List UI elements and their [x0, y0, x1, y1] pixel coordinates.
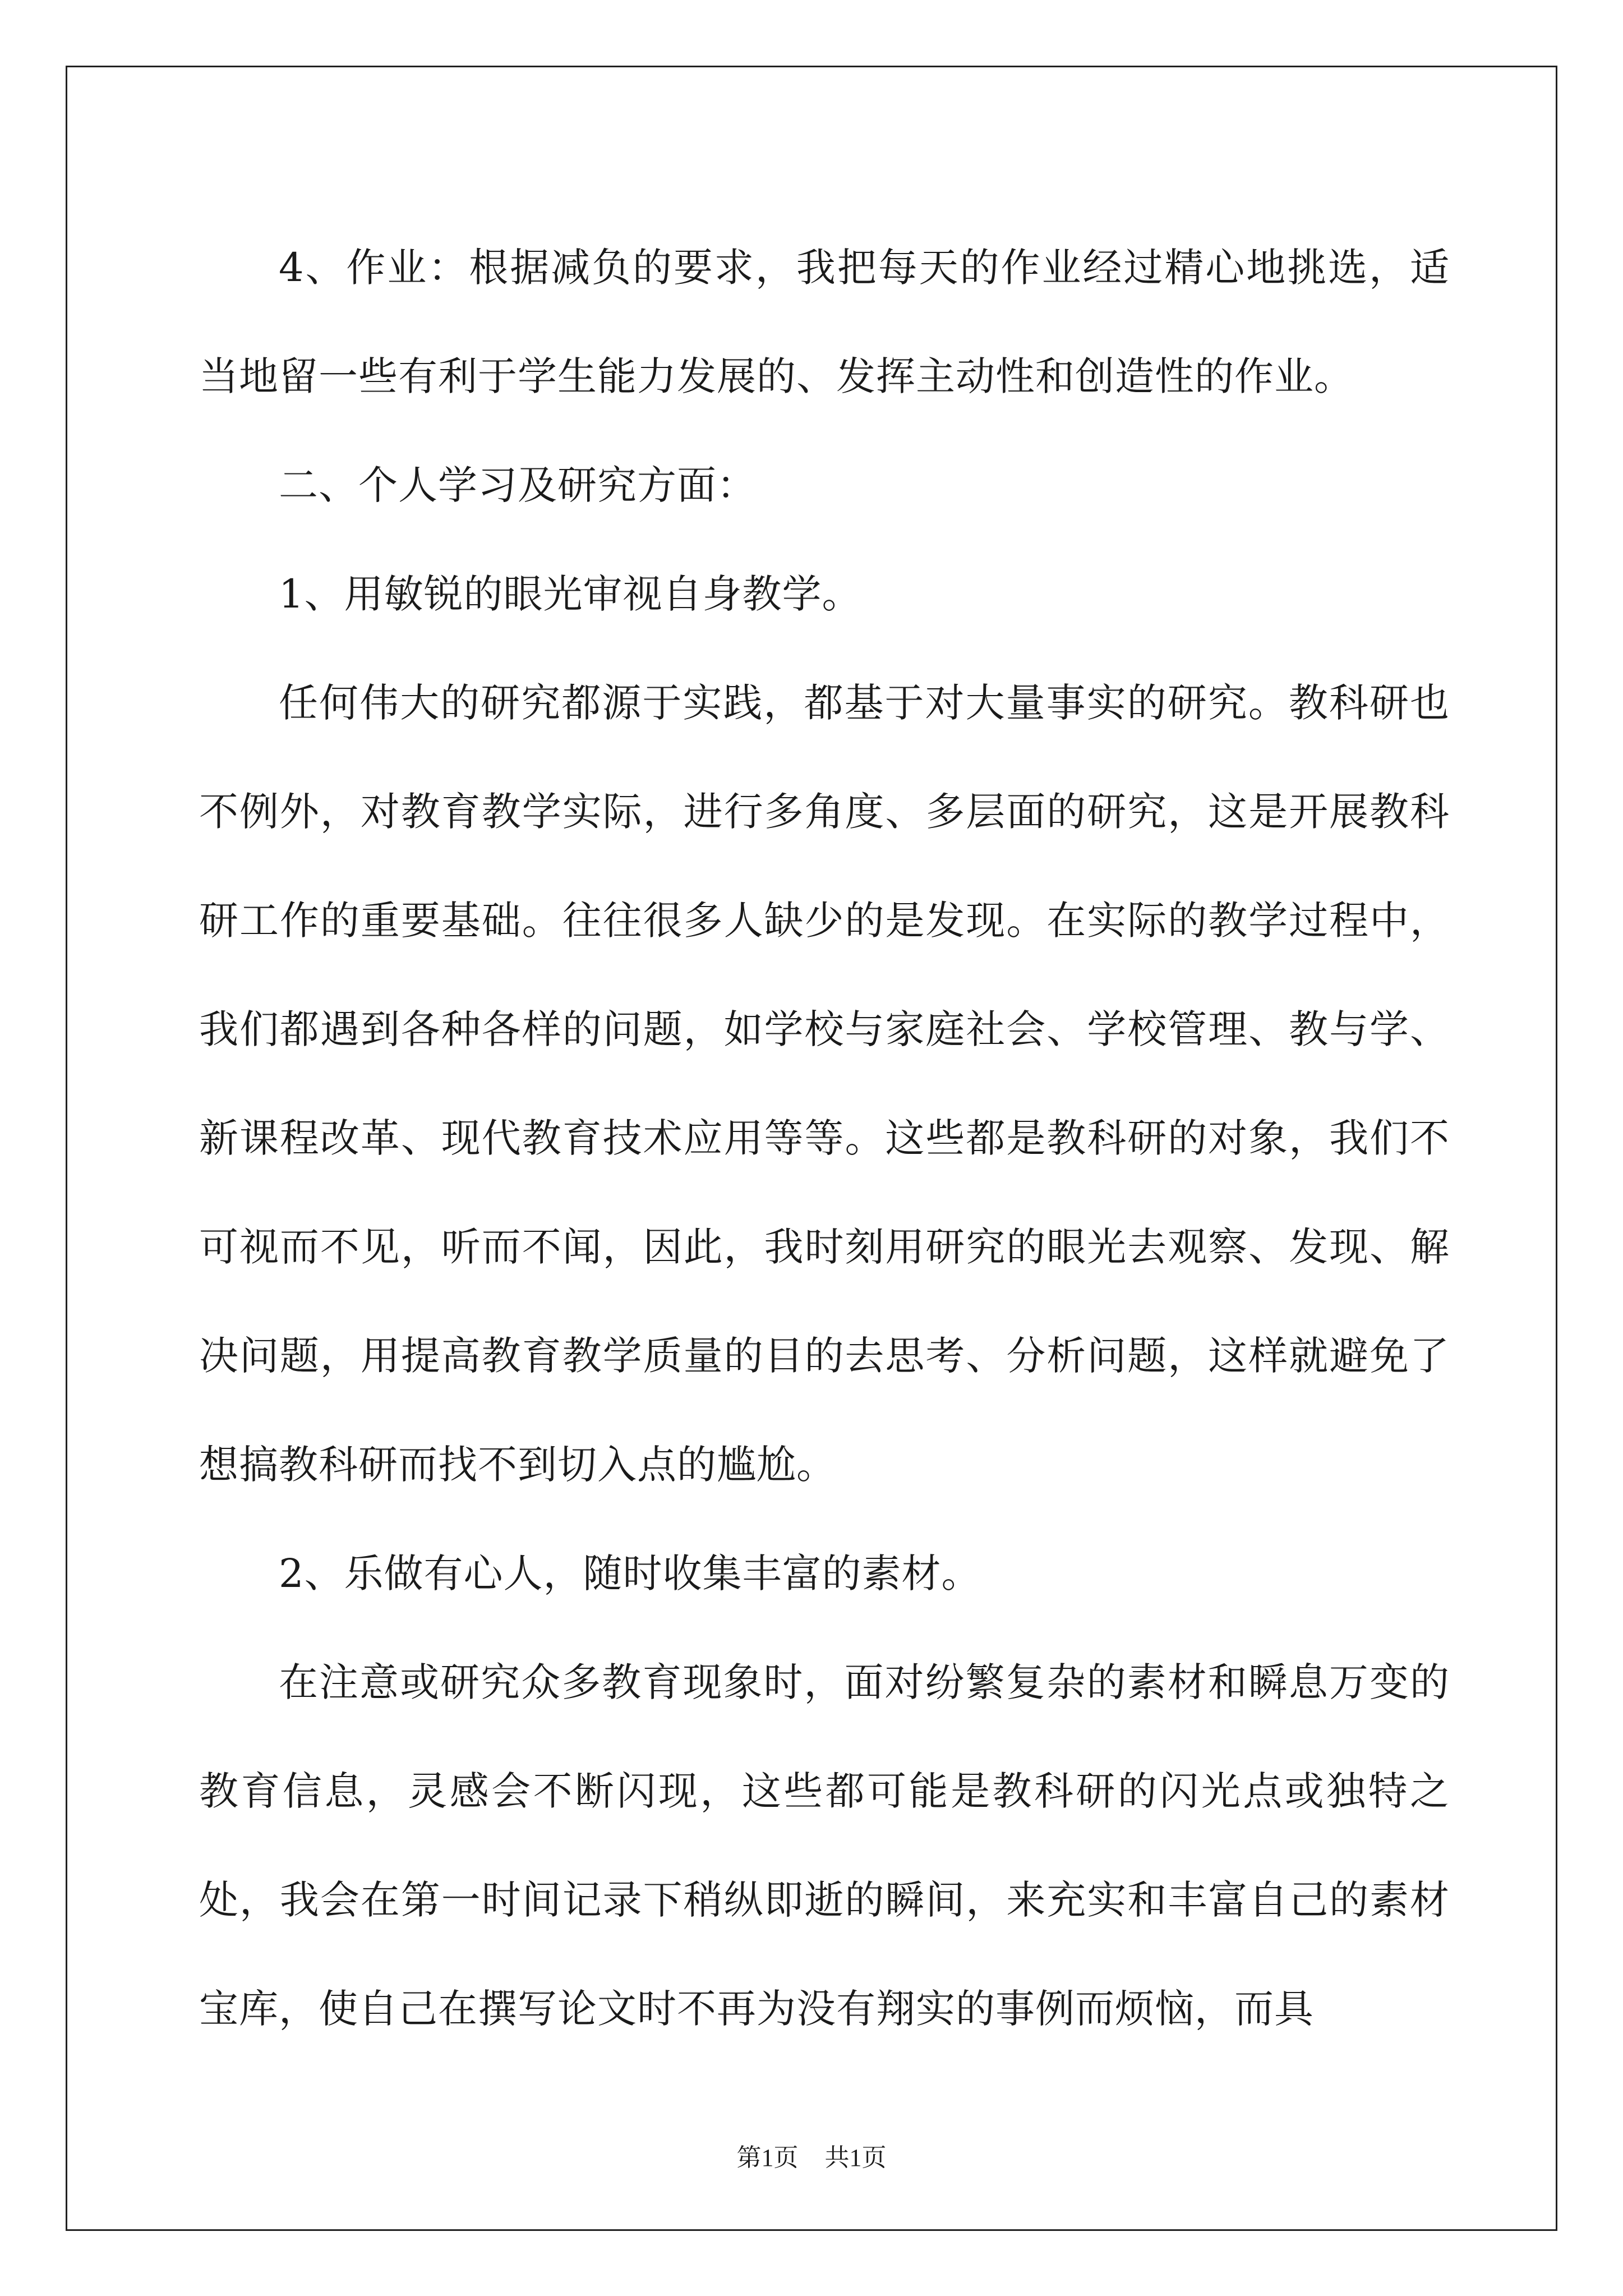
paragraph-research-practice: 任何伟大的研究都源于实践，都基于对大量事实的研究。教科研也不例外，对教育教学实际，进行多角度、多层面的研究，这是开展教科研工作的重要基础。往往很多人缺少的是发现。在实际的教学过程中，我们都遇到各种各样的问题，如学校与家庭社会、学校管理、教与学、新课程改革、现代教育技术应用等等。这些都是教科研的对象，我们不可视而不见，听而不闻，因此，我时刻用研究的眼光去观察、发现、解决问题，用提高教育教学质量的目的去思考、分析问题，这样就避免了想搞教科研而找不到切入点的尴尬。 — [199, 680, 1450, 1488]
section-heading-personal-study: 二、个人学习及研究方面： — [279, 462, 757, 508]
paragraph-homework: 4、作业：根据减负的要求，我把每天的作业经过精心地挑选，适当地留一些有利于学生能力发展的、发挥主动性和创造性的作业。 — [199, 245, 1450, 399]
page-footer — [0, 2137, 1623, 2173]
document-body — [199, 213, 1450, 2063]
subheading-collect-materials: 2、乐做有心人，随时收集丰富的素材。 — [279, 1550, 981, 1596]
page-total: 共1页 — [824, 2144, 887, 2171]
subheading-review-teaching: 1、用敏锐的眼光审视自身教学。 — [279, 571, 862, 617]
page-number: 第1页 — [736, 2144, 799, 2171]
paragraph-education-phenomena: 在注意或研究众多教育现象时，面对纷繁复杂的素材和瞬息万变的教育信息，灵感会不断闪现，这些都可能是教科研的闪光点或独特之处，我会在第一时间记录下稍纵即逝的瞬间，来充实和丰富自己的素材宝库，使自己在撰写论文时不再为没有翔实的事例而烦恼，而具 — [199, 1659, 1450, 2032]
